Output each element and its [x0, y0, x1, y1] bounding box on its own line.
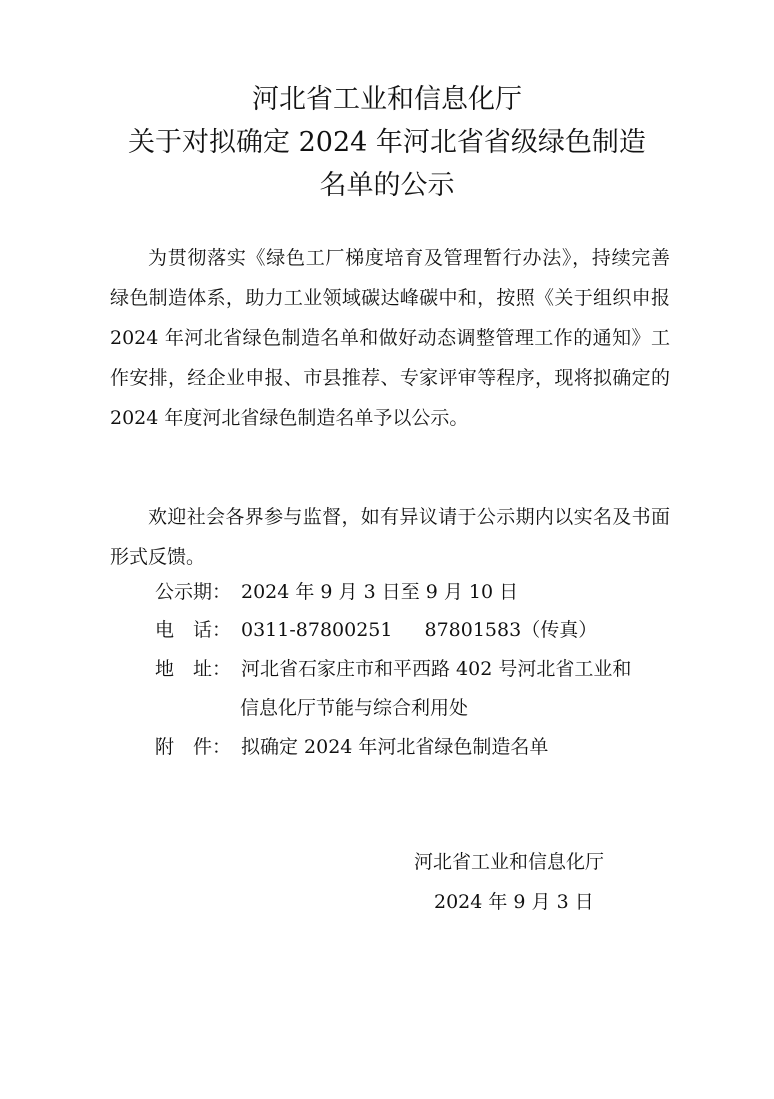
attachment-value: 拟确定 2024 年河北省绿色制造名单: [241, 736, 549, 758]
phone-number: 0311-87800251: [241, 619, 393, 641]
address-value-line-2: 信息化厅节能与综合利用处: [240, 697, 469, 719]
publicity-period-value: 2024 年 9 月 3 日至 9 月 10 日: [241, 581, 519, 603]
title-line-3: 名单的公示: [319, 170, 455, 201]
signature-date: 2024 年 9 月 3 日: [434, 891, 594, 913]
fax-number: 87801583（传真）: [424, 619, 598, 641]
document-title: [60, 78, 714, 207]
title-line-1: 河北省工业和信息化厅: [252, 84, 522, 115]
body-paragraph-1: 为贯彻落实《绿色工厂梯度培育及管理暂行办法》，持续完善绿色制造体系，助力工业领域碳达峰碳中和，按照《关于组织申报 2024 年河北省绿色制造名单和做好动态调整管理工作的通知》工作安排，经企业申报、市县推荐、专家评审等程序，现将拟确定的 2024 年度河北省绿色制造名单予以公示。: [110, 247, 670, 429]
address-continuation: [240, 688, 774, 728]
attachment-label: 附 件：: [155, 736, 232, 758]
publicity-period-row: [155, 572, 715, 612]
attachment-row: [155, 727, 715, 767]
publicity-period-label: 公示期：: [155, 581, 232, 603]
address-row: [155, 649, 715, 689]
body-paragraph-2: 欢迎社会各界参与监督，如有异议请于公示期内以实名及书面形式反馈。: [110, 506, 670, 568]
phone-label: 电 话：: [155, 619, 232, 641]
phone-row: [155, 610, 715, 650]
signature-organization: 河北省工业和信息化厅: [414, 851, 605, 873]
title-line-2: 关于对拟确定 2024 年河北省省级绿色制造: [128, 127, 646, 158]
address-value-line-1: 河北省石家庄市和平西路 402 号河北省工业和: [241, 658, 632, 680]
address-label: 地 址：: [155, 658, 232, 680]
